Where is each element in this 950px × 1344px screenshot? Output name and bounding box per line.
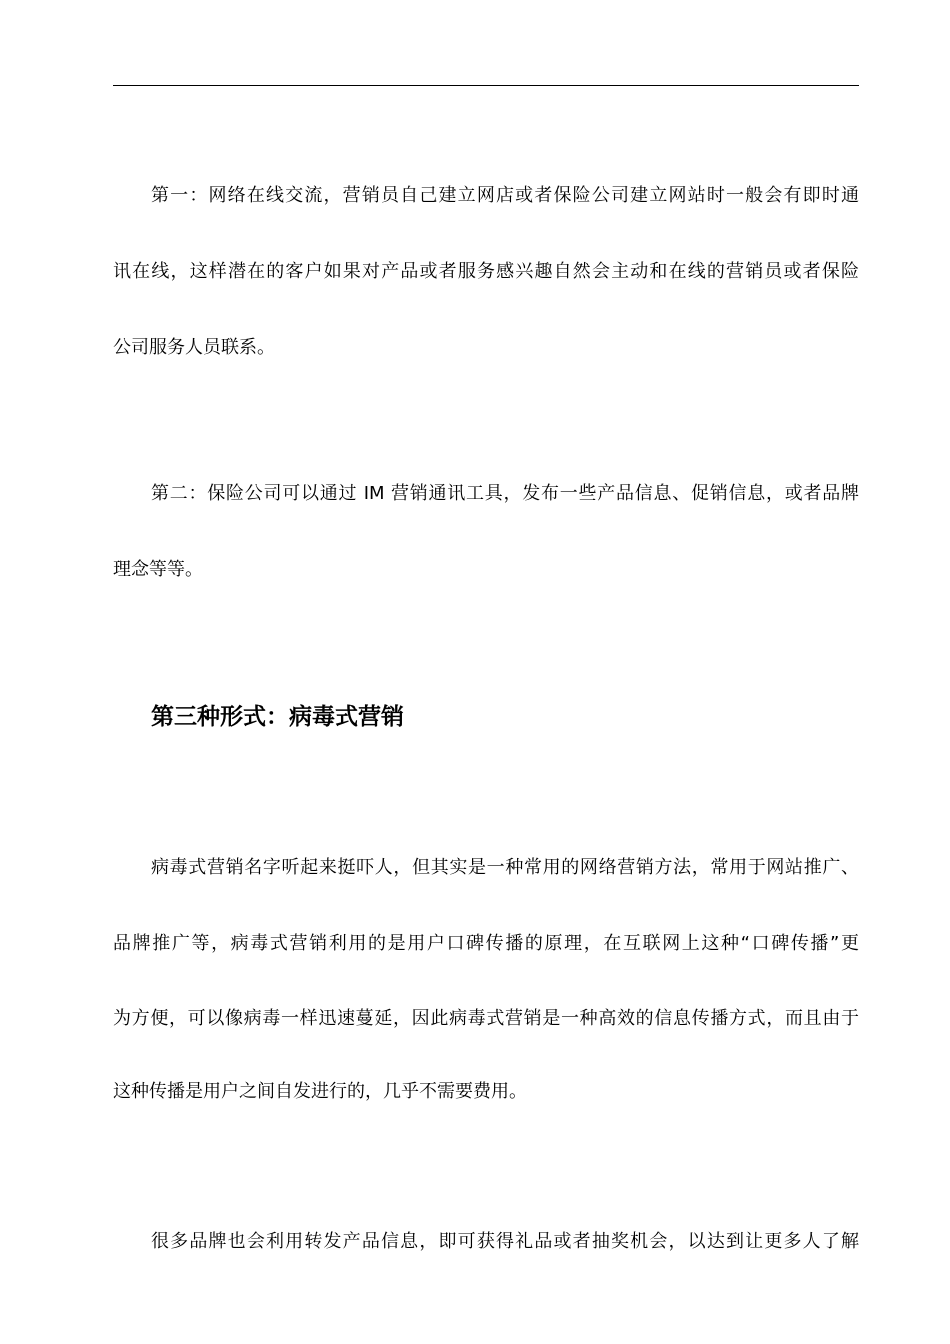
paragraph-line: 第一：网络在线交流，营销员自己建立网店或者保险公司建立网站时一般会有即时通 — [151, 185, 859, 206]
paragraph-line: 这种传播是用户之间自发进行的，几乎不需要费用。 — [113, 1081, 527, 1102]
paragraph-line: 品牌推广等，病毒式营销利用的是用户口碑传播的原理，在互联网上这种“口碑传播”更 — [113, 933, 859, 954]
paragraph-line: 第二：保险公司可以通过 IM 营销通讯工具，发布一些产品信息、促销信息，或者品牌 — [151, 483, 859, 504]
paragraph-line: 为方便，可以像病毒一样迅速蔓延，因此病毒式营销是一种高效的信息传播方式，而且由于 — [113, 1008, 859, 1029]
paragraph-line: 讯在线，这样潜在的客户如果对产品或者服务感兴趣自然会主动和在线的营销员或者保险 — [113, 261, 859, 282]
header-rule — [113, 85, 859, 86]
paragraph-line: 病毒式营销名字听起来挺吓人，但其实是一种常用的网络营销方法，常用于网站推广、 — [151, 857, 859, 878]
paragraph-line: 理念等等。 — [113, 559, 203, 580]
paragraph-line: 很多品牌也会利用转发产品信息，即可获得礼品或者抽奖机会，以达到让更多人了解 — [151, 1231, 859, 1252]
paragraph-line: 公司服务人员联系。 — [113, 337, 275, 358]
section-heading: 第三种形式：病毒式营销 — [151, 704, 404, 730]
